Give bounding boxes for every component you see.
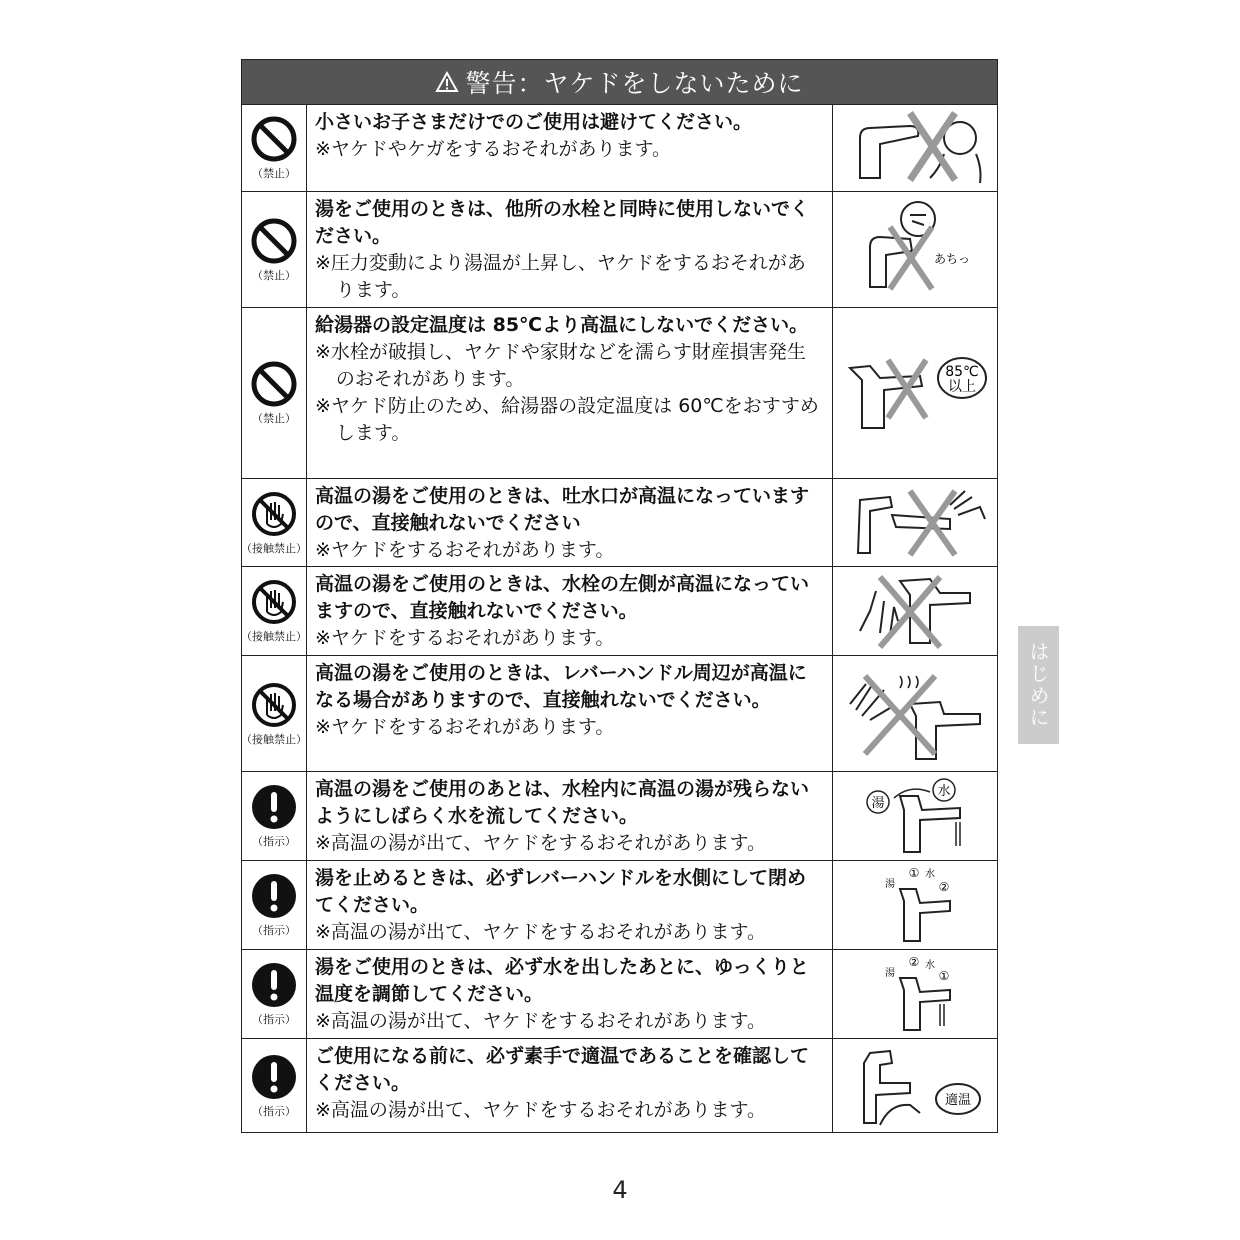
warning-text: 高温の湯をご使用のときは、水栓の左側が高温になっていますので、直接触れないでください。 xyxy=(315,573,810,622)
prohibit-icon xyxy=(250,217,298,265)
warning-triangle-icon xyxy=(435,71,459,93)
instruct-label: （指示） xyxy=(252,924,296,937)
warning-note: ※高温の湯が出て、ヤケドをするおそれがあります。 xyxy=(315,1010,767,1032)
no-touch-symbol xyxy=(242,479,307,566)
no-touch-icon xyxy=(250,681,298,729)
check-temperature-illustration xyxy=(833,1039,997,1132)
prohibit-symbol xyxy=(242,105,307,191)
warning-note: ※ヤケド防止のため、給湯器の設定温度は 60℃をおすすめします。 xyxy=(315,395,819,444)
close-lever-illustration xyxy=(833,861,997,949)
warning-row xyxy=(242,656,997,772)
prohibit-symbol xyxy=(242,308,307,478)
prohibit-symbol xyxy=(242,192,307,307)
pic-caption: ② xyxy=(938,880,950,894)
warning-row xyxy=(242,479,997,567)
warning-text: ご使用になる前に、必ず素手で適温であることを確認してください。 xyxy=(315,1045,810,1094)
instruction-icon xyxy=(250,783,298,831)
warning-row xyxy=(242,105,997,192)
warning-text: 小さいお子さまだけでのご使用は避けてください。 xyxy=(315,111,753,133)
instruct-symbol xyxy=(242,772,307,860)
warning-title: 警告：ヤケドをしないために xyxy=(465,69,804,98)
warning-note: ※ヤケドをするおそれがあります。 xyxy=(315,539,615,561)
pic-caption: 適温 xyxy=(944,1093,972,1108)
no-touch-symbol xyxy=(242,567,307,655)
page-number: 4 xyxy=(612,1176,628,1204)
no-touch-icon xyxy=(250,578,298,626)
warning-row xyxy=(242,861,997,950)
warning-text: 湯をご使用のときは、必ず水を出したあとに、ゆっくりと温度を調節してください。 xyxy=(315,956,809,1005)
no-touch-symbol xyxy=(242,656,307,771)
lever-touch-illustration xyxy=(833,656,997,771)
warning-text: 高温の湯をご使用のときは、吐水口が高温になっていますので、直接触れないでください xyxy=(315,485,810,534)
warning-note: ※圧力変動により湯温が上昇し、ヤケドをするおそれがあります。 xyxy=(315,252,806,301)
temperature-illustration xyxy=(833,308,997,478)
no-touch-label: （接触禁止） xyxy=(241,630,307,643)
warning-row xyxy=(242,308,997,479)
warning-text: 湯を止めるときは、必ずレバーハンドルを水側にして閉めてください。 xyxy=(315,867,806,916)
warning-text: 高温の湯をご使用のあとは、水栓内に高温の湯が残らないようにしばらく水を流してください。 xyxy=(315,778,810,827)
instruction-icon xyxy=(250,961,298,1009)
section-tab: はじめに xyxy=(1018,626,1059,744)
pic-caption: あちっ xyxy=(934,252,971,266)
instruction-icon xyxy=(250,1053,298,1101)
instruct-label: （指示） xyxy=(252,835,296,848)
warning-row xyxy=(242,567,997,656)
warning-note: ※水栓が破損し、ヤケドや家財などを濡らす財産損害発生のおそれがあります。 xyxy=(315,341,806,390)
flush-water-illustration xyxy=(833,772,997,860)
pic-caption: ② xyxy=(908,955,920,969)
warning-note: ※ヤケドやケガをするおそれがあります。 xyxy=(315,138,672,160)
instruct-symbol xyxy=(242,950,307,1038)
prohibit-label: （禁止） xyxy=(252,412,296,425)
pic-caption: 水 xyxy=(937,784,951,799)
pic-caption: ① xyxy=(908,866,920,880)
pressure-change-illustration xyxy=(833,192,997,307)
no-touch-label: （接触禁止） xyxy=(241,541,307,555)
instruction-icon xyxy=(250,872,298,920)
warning-row xyxy=(242,950,997,1039)
pic-caption: 湯 xyxy=(871,796,885,811)
instruct-label: （指示） xyxy=(252,1104,296,1118)
adjust-temperature-illustration xyxy=(833,950,997,1038)
no-touch-icon xyxy=(250,490,298,538)
warning-text: 高温の湯をご使用のときは、レバーハンドル周辺が高温になる場合がありますので、直接触れないでください。 xyxy=(315,662,807,711)
pic-caption: ① xyxy=(938,969,950,983)
instruct-symbol xyxy=(242,861,307,949)
prohibit-icon xyxy=(250,360,298,408)
child-faucet-illustration xyxy=(833,105,997,191)
prohibit-label: （禁止） xyxy=(252,167,296,180)
instruct-symbol xyxy=(242,1039,307,1132)
warning-note: ※高温の湯が出て、ヤケドをするおそれがあります。 xyxy=(315,832,767,854)
spout-touch-illustration xyxy=(833,479,997,566)
warning-note: ※ヤケドをするおそれがあります。 xyxy=(315,627,615,649)
instruct-label: （指示） xyxy=(252,1013,296,1026)
pic-caption: 湯 xyxy=(885,879,895,890)
warning-text: 湯をご使用のときは、他所の水栓と同時に使用しないでください。 xyxy=(315,198,810,247)
pic-caption: 水 xyxy=(925,960,935,971)
warning-row xyxy=(242,1039,997,1132)
no-touch-label: （接触禁止） xyxy=(241,732,307,746)
warning-header xyxy=(242,60,997,105)
left-side-touch-illustration xyxy=(833,567,997,655)
warning-note: ※高温の湯が出て、ヤケドをするおそれがあります。 xyxy=(315,1099,767,1121)
warning-row xyxy=(242,192,997,308)
pic-caption: 湯 xyxy=(885,968,895,979)
warning-row xyxy=(242,772,997,861)
prohibit-icon xyxy=(250,115,298,163)
pic-caption: 85℃ xyxy=(945,364,979,380)
warning-table xyxy=(241,59,998,1133)
pic-caption: 水 xyxy=(925,869,935,880)
pic-caption: 以上 xyxy=(948,379,976,395)
prohibit-label: （禁止） xyxy=(252,268,296,282)
warning-text: 給湯器の設定温度は 85℃より高温にしないでください。 xyxy=(315,314,809,336)
warning-note: ※ヤケドをするおそれがあります。 xyxy=(315,716,615,738)
warning-note: ※高温の湯が出て、ヤケドをするおそれがあります。 xyxy=(315,921,767,943)
